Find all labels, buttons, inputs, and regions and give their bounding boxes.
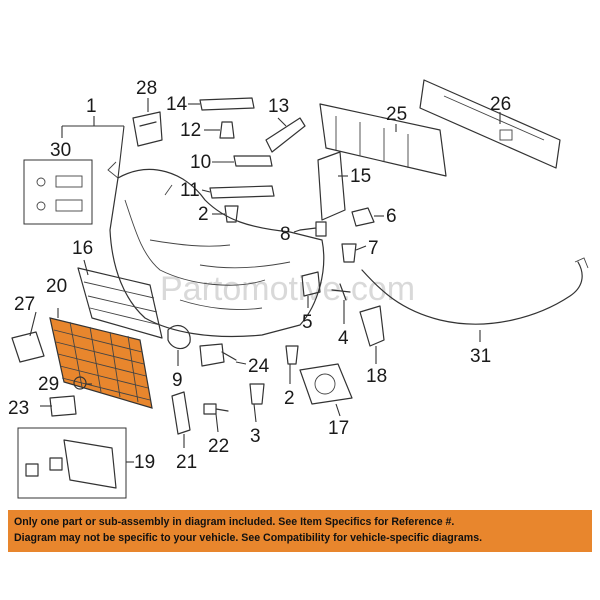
callout-12: 12 [180, 120, 202, 141]
callout-4: 4 [338, 328, 349, 349]
callout-20: 20 [46, 276, 68, 297]
callout-30: 30 [50, 140, 72, 161]
callout-26: 26 [490, 94, 512, 115]
callout-1: 1 [86, 96, 97, 117]
callout-14: 14 [166, 94, 188, 115]
callout-21: 21 [176, 452, 198, 473]
callout-23: 23 [8, 398, 30, 419]
callout-19: 19 [134, 452, 156, 473]
notice-line-1: Only one part or sub-assembly in diagram included. See Item Specifics for Reference #. [14, 516, 455, 528]
callout-13: 13 [268, 96, 290, 117]
callout-22: 22 [208, 436, 230, 457]
callout-7: 7 [368, 238, 379, 259]
callout-27: 27 [14, 294, 36, 315]
callout-31: 31 [470, 346, 492, 367]
callout-8: 8 [280, 224, 291, 245]
callout-2b: 2 [284, 388, 295, 409]
callout-3: 3 [250, 426, 261, 447]
notice-banner [8, 510, 592, 552]
callout-9: 9 [172, 370, 183, 391]
callout-29: 29 [38, 374, 60, 395]
callout-11: 11 [180, 180, 200, 201]
callout-24: 24 [248, 356, 270, 377]
callout-17: 17 [328, 418, 350, 439]
callout-28: 28 [136, 78, 158, 99]
notice-line-2: Diagram may not be specific to your vehicle. See Compatibility for vehicle-specific diagrams. [14, 532, 483, 544]
callout-6: 6 [386, 206, 397, 227]
callout-16: 16 [72, 238, 94, 259]
callout-10: 10 [190, 152, 212, 173]
callout-5: 5 [302, 312, 313, 333]
callout-2a: 2 [198, 204, 209, 225]
callout-18: 18 [366, 366, 388, 387]
callout-25: 25 [386, 104, 408, 125]
watermark: Partomotive.com [160, 270, 416, 308]
callout-15: 15 [350, 166, 372, 187]
